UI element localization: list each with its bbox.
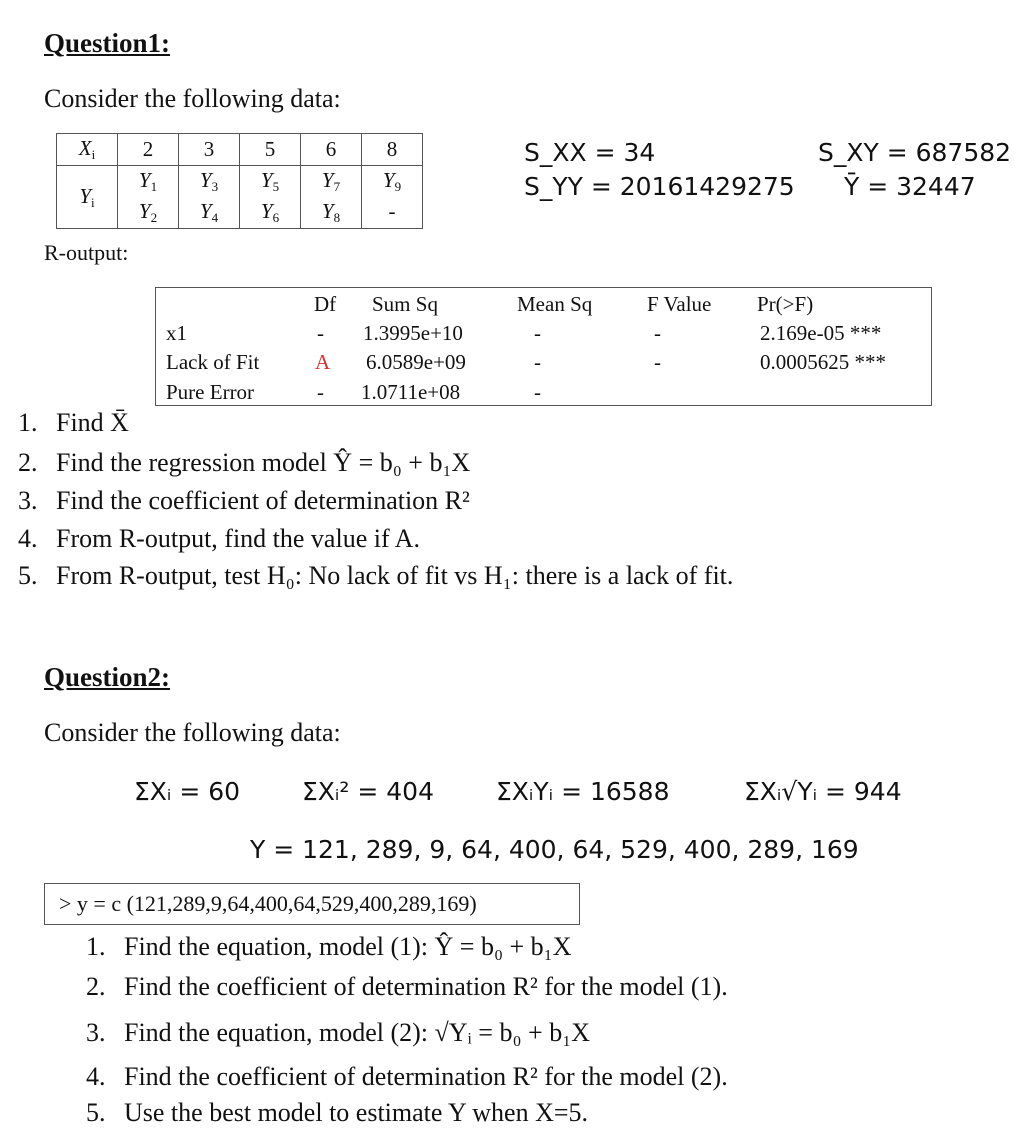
row-pvalue: 0.0005625 *** [760, 350, 886, 374]
stat-sxx: S_XX = 34 [524, 138, 656, 167]
q1-heading: Question1: [44, 28, 171, 58]
y-cell: $Y_9$ [362, 166, 423, 198]
row-term: Pure Error [166, 380, 255, 404]
stat-sxy: S_XY = 687582 [818, 138, 1012, 167]
r-anova-output [155, 287, 932, 406]
list-item: 3. Find the equation, model (2): √Yᵢ = b₀ + b₁X [86, 1018, 591, 1047]
x-value: 2 [118, 134, 179, 166]
row-fvalue: - [654, 350, 661, 374]
stat-ybar: Ȳ = 32447 [844, 172, 976, 201]
q1-data-table [56, 133, 423, 229]
list-item: 1. Find X̄ [18, 408, 129, 437]
row-sumsq: 1.3995e+10 [363, 321, 463, 345]
r-output-label: R-output: [44, 240, 129, 265]
col-header-meansq: Mean Sq [517, 292, 593, 316]
x-value: 6 [301, 134, 362, 166]
row-pvalue: 2.169e-05 *** [760, 321, 882, 345]
list-item: 1. Find the equation, model (1): Ŷ = b₀ + b₁X [86, 932, 572, 961]
row-df: - [317, 380, 324, 404]
row-meansq: - [534, 321, 541, 345]
sum-x: ΣXᵢ = 60 [134, 777, 241, 806]
row-meansq: - [534, 380, 541, 404]
q2-question-list [86, 932, 728, 1134]
col-header-pr: Pr(>F) [757, 292, 814, 316]
y-cell: $Y_5$ [240, 166, 301, 198]
y-cell-empty: - [362, 197, 423, 229]
col-header-df: Df [314, 292, 337, 316]
list-item: 2. Find the regression model Ŷ = b₀ + b₁X [18, 448, 471, 477]
sum-xy: ΣXᵢYᵢ = 16588 [496, 777, 670, 806]
row-meansq: - [534, 350, 541, 374]
q1-intro: Consider the following data: [44, 84, 341, 113]
row-df-unknown-a: A [315, 350, 331, 374]
y-cell: $Y_2$ [118, 197, 179, 229]
list-item: 4. From R-output, find the value if A. [18, 524, 420, 553]
y-cell: $Y_4$ [179, 197, 240, 229]
row-df: - [317, 321, 324, 345]
r-code-box: > y = c (121,289,9,64,400,64,529,400,289,169) [44, 883, 580, 925]
y-cell: $Y_1$ [118, 166, 179, 198]
row-term: x1 [166, 321, 187, 345]
list-item: 2. Find the coefficient of determination R² for the model (1). [86, 972, 728, 1001]
x-value: 8 [362, 134, 423, 166]
list-item: 5. Use the best model to estimate Y when X=5. [86, 1098, 589, 1127]
q2-intro: Consider the following data: [44, 718, 341, 747]
q2-heading: Question2: [44, 662, 171, 692]
row-sumsq: 6.0589e+09 [366, 350, 466, 374]
y-header: $Y_i$ [57, 166, 118, 229]
x-header: $X_i$ [57, 134, 118, 166]
x-value: 3 [179, 134, 240, 166]
x-value: 5 [240, 134, 301, 166]
y-cell: $Y_3$ [179, 166, 240, 198]
list-item: 5. From R-output, test H₀: No lack of fit vs H₁: there is a lack of fit. [18, 561, 734, 590]
list-item: 4. Find the coefficient of determination R² for the model (2). [86, 1062, 728, 1091]
stat-syy: S_YY = 20161429275 [524, 172, 795, 201]
col-header-sumsq: Sum Sq [372, 292, 438, 316]
row-fvalue: - [654, 321, 661, 345]
y-cell: $Y_8$ [301, 197, 362, 229]
q1-question-list [18, 408, 733, 599]
y-cell: $Y_6$ [240, 197, 301, 229]
list-item: 3. Find the coefficient of determination R² [18, 486, 470, 515]
row-sumsq: 1.0711e+08 [361, 380, 461, 404]
sum-x-sqrt-y: ΣXᵢ√Yᵢ = 944 [744, 777, 902, 806]
col-header-fvalue: F Value [647, 292, 712, 316]
sum-x-squared: ΣXᵢ² = 404 [302, 777, 434, 806]
row-term: Lack of Fit [166, 350, 260, 374]
y-cell: $Y_7$ [301, 166, 362, 198]
y-values: Y = 121, 289, 9, 64, 400, 64, 529, 400, 289, 169 [250, 835, 859, 864]
